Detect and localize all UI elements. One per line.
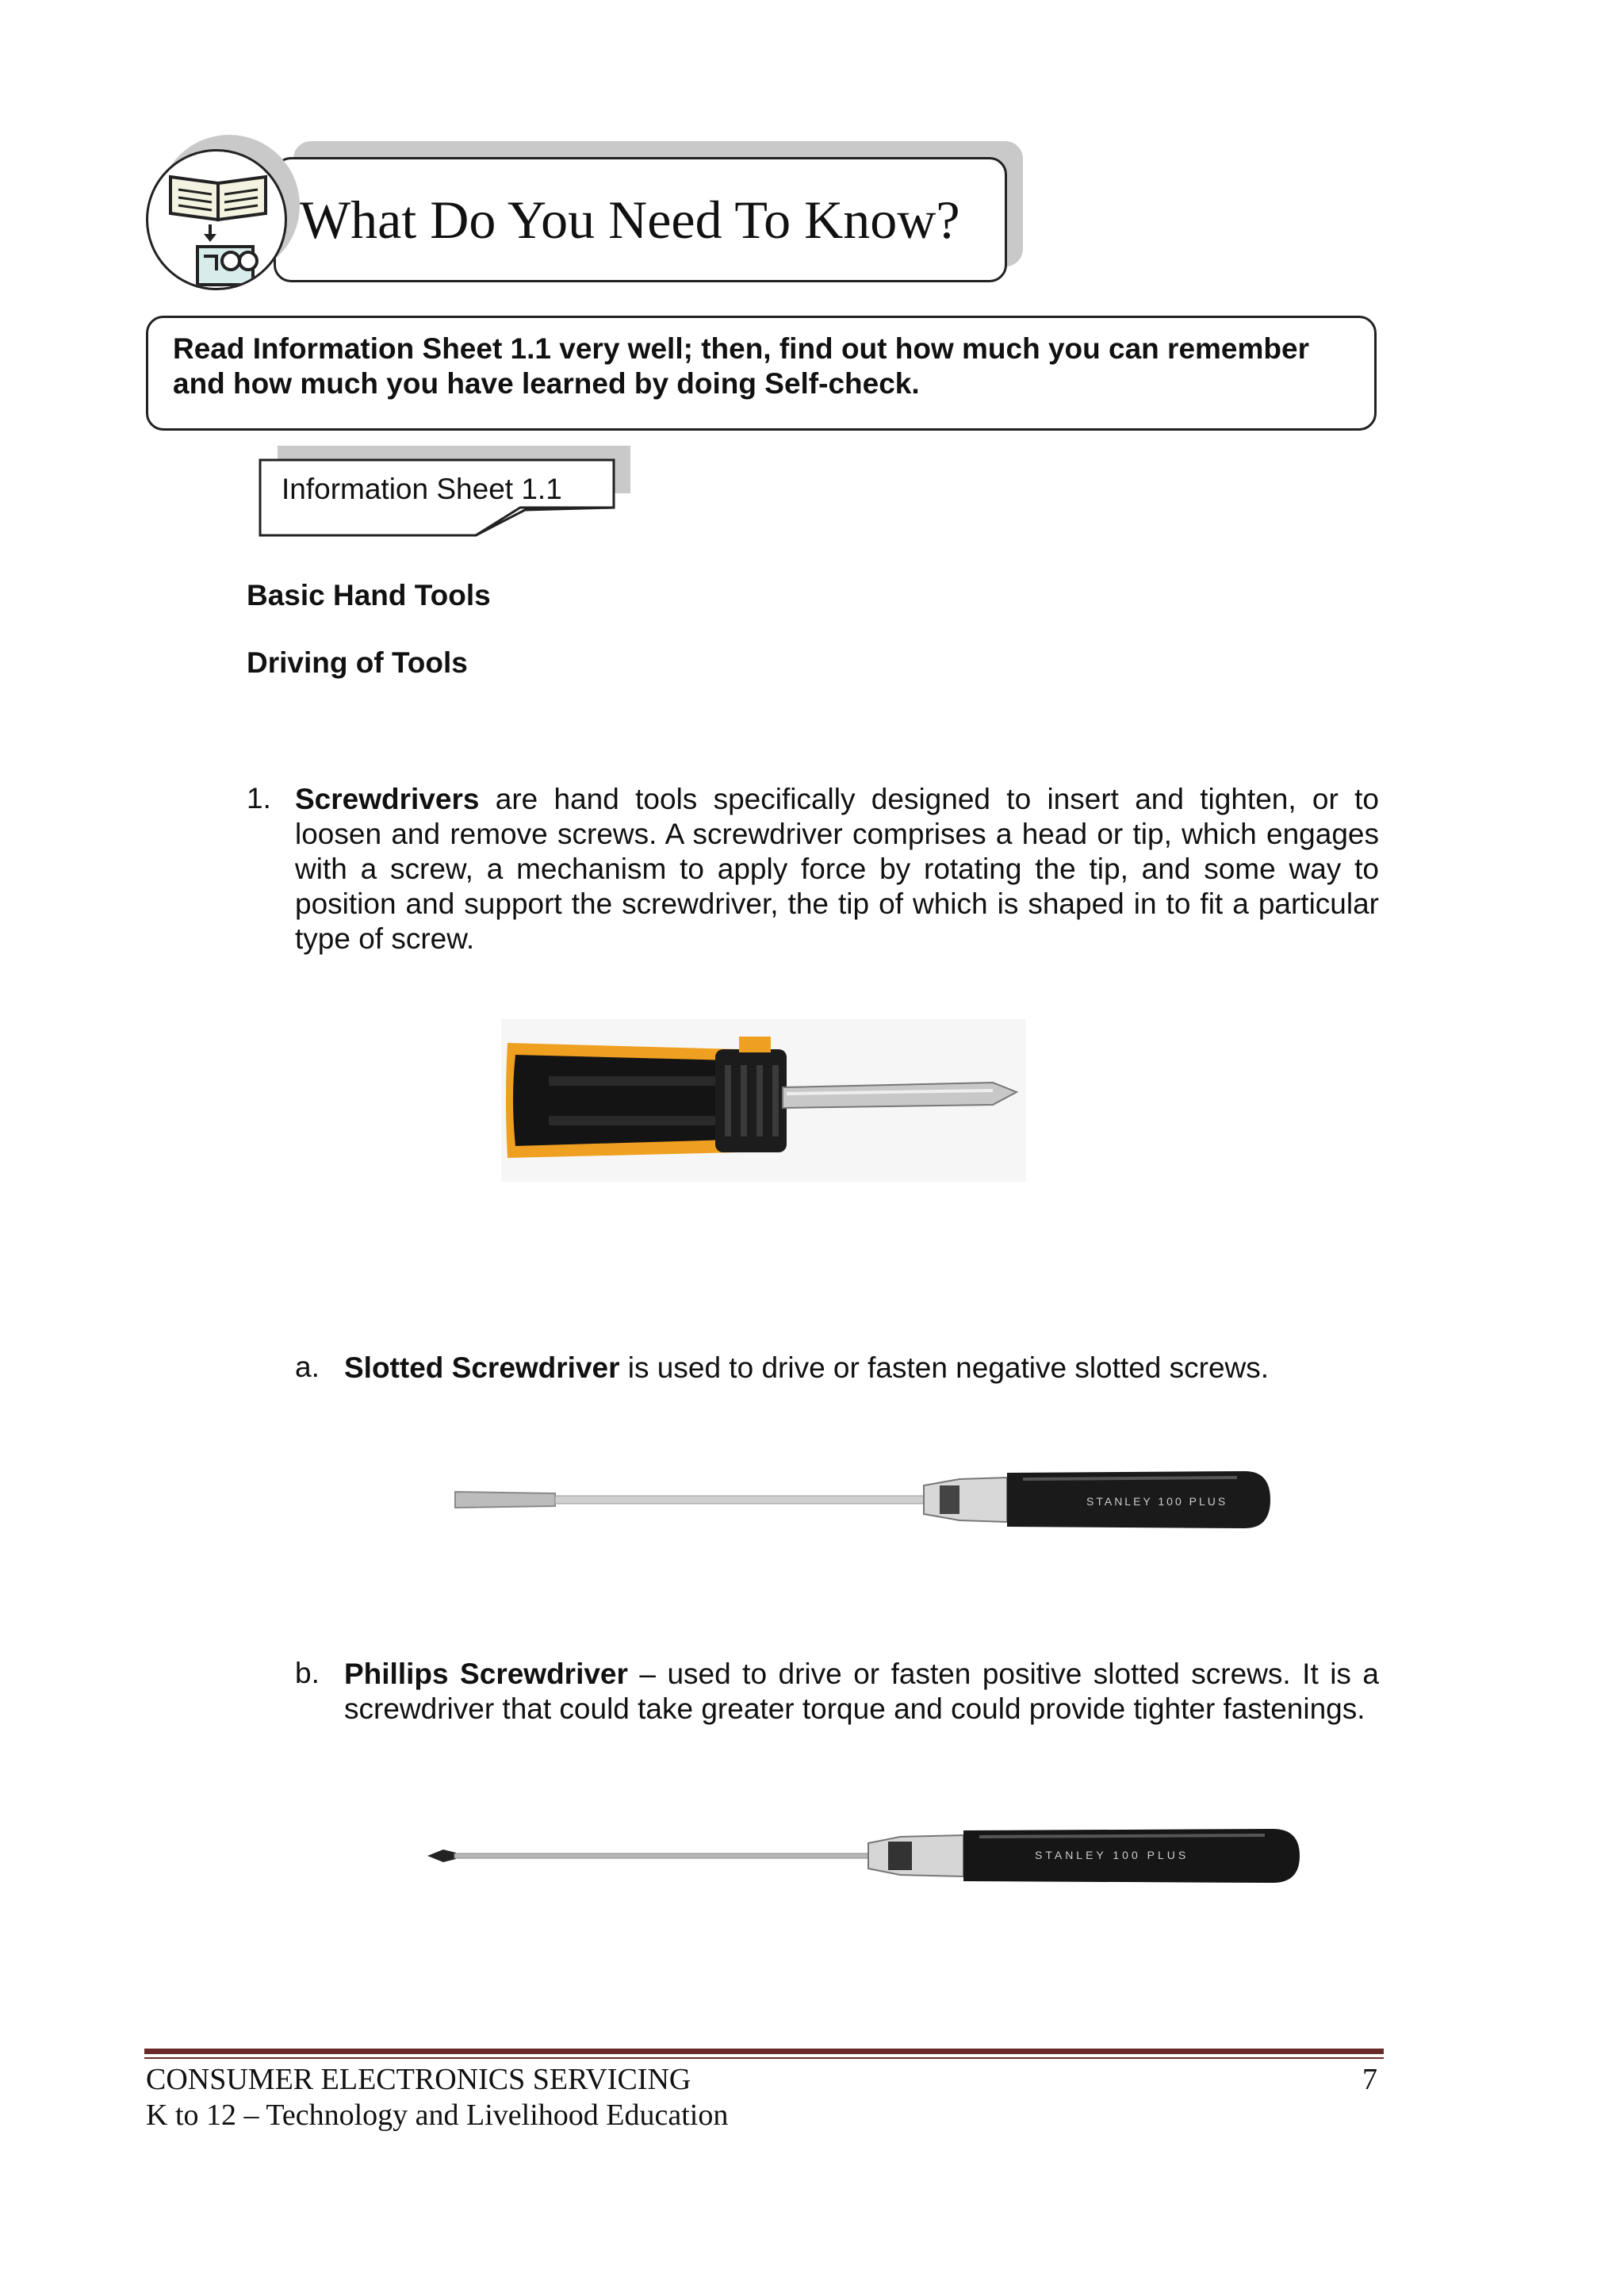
instruction-text: Read Information Sheet 1.1 very well; then, find out how much you can remember and how much you have learned by doing Self-check. [173,332,1309,400]
screwdrivers-description: are hand tools specifically designed to insert and tighten, or to loosen and remove screws. A screwdriver comprises a head or tip, which engages with a screw, a mechanism to apply force by rotating the tip, and some way to position and support the screwdriver, the tip of which is shaped in to fit a particular type of screw. [295,783,1379,955]
brand-label: STANLEY 100 PLUS [1086,1495,1228,1508]
brand-label: STANLEY 100 PLUS [1035,1849,1189,1861]
page-title: What Do You Need To Know? [300,190,960,250]
slotted-screwdriver-image [452,1463,1277,1535]
footer-rule [144,2049,1384,2054]
phillips-screwdriver-image [424,1824,1304,1888]
footer-subtitle: K to 12 – Technology and Livelihood Education [146,2099,729,2132]
reading-icon [146,149,287,290]
term-slotted-screwdriver: Slotted Screwdriver [344,1351,620,1384]
item-letter: b. [295,1657,320,1689]
slotted-screwdriver-paragraph [344,1351,1379,1386]
heading-basic-hand-tools: Basic Hand Tools [247,579,491,611]
term-screwdrivers: Screwdrivers [295,783,480,815]
phillips-screwdriver-paragraph [344,1657,1379,1727]
info-sheet-label: Information Sheet 1.1 [282,473,562,505]
footer-rule-thin [144,2057,1384,2059]
item-number: 1. [247,782,271,815]
screwdrivers-paragraph [295,782,1379,956]
phillips-description: – used to drive or fasten positive slotted screws. It is a screwdriver that could take greater torque and could provide tighter fastenings. [344,1658,1379,1725]
item-letter: a. [295,1351,320,1383]
term-phillips-screwdriver: Phillips Screwdriver [344,1658,628,1690]
heading-driving-of-tools: Driving of Tools [247,646,468,679]
screwdriver-closeup-image [501,1019,1026,1182]
page-number: 7 [1362,2063,1377,2096]
slotted-description: is used to drive or fasten negative slotted screws. [619,1351,1270,1384]
footer-course: CONSUMER ELECTRONICS SERVICING [146,2063,691,2096]
